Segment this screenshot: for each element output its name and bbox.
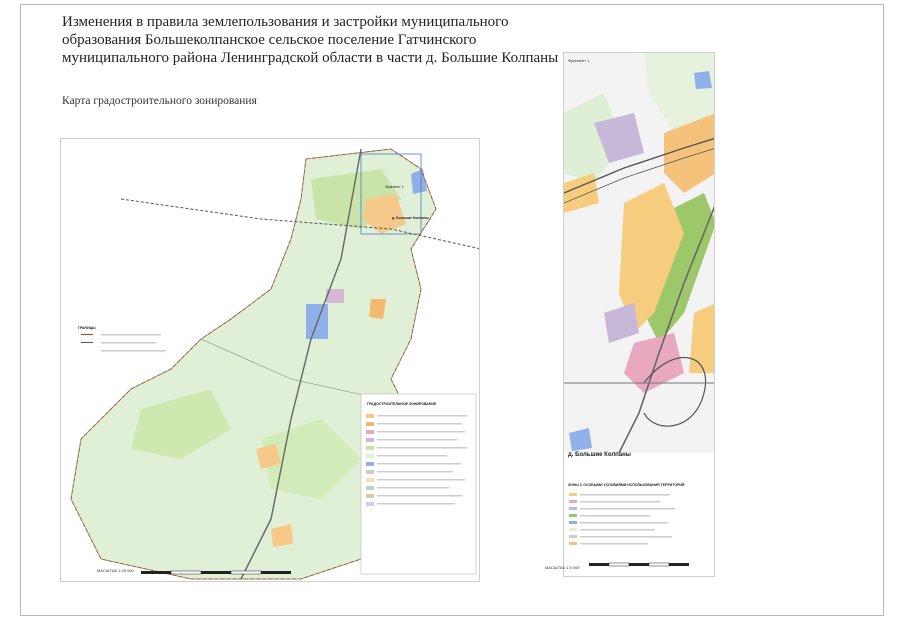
fragment-map-panel[interactable] bbox=[563, 52, 715, 577]
village-label-right: д. Большие Колпаны bbox=[568, 452, 631, 458]
fragment-label-left: Фрагмент 1 bbox=[385, 185, 404, 189]
village-label-left: д. Большие Колпаны bbox=[392, 216, 429, 220]
fragment-map[interactable] bbox=[564, 53, 715, 577]
legend-borders-heading: ГРАНИЦЫ bbox=[78, 326, 96, 330]
scale-bar-right bbox=[589, 563, 689, 566]
overview-map-panel[interactable] bbox=[60, 138, 480, 582]
overview-map[interactable] bbox=[61, 139, 480, 582]
map-subtitle: Карта градостроительного зонирования bbox=[62, 95, 257, 107]
map-title: Изменения в правила землепользования и застройки муниципального образования Большеколпанское сельское поселение Гатчинского муниципального района Ленинградской области в части д. Большие Колпаны bbox=[62, 14, 559, 66]
scale-label-right: МАСШТАБ 1:5 000 bbox=[545, 565, 580, 570]
fragment-label-right: Фрагмент 1 bbox=[568, 58, 590, 63]
scale-label-left: МАСШТАБ 1:25 000 bbox=[97, 568, 134, 573]
borders-legend bbox=[81, 334, 166, 352]
legend-zoning-heading: ГРАДОСТРОИТЕЛЬНОЕ ЗОНИРОВАНИЕ bbox=[367, 402, 437, 406]
scale-bar-left bbox=[141, 571, 291, 574]
legend-box bbox=[361, 394, 476, 574]
legend-heading-right: ЗОНЫ С ОСОБЫМИ УСЛОВИЯМИ ИСПОЛЬЗОВАНИЯ ТЕРРИТОРИЙ bbox=[568, 483, 685, 487]
water-body bbox=[694, 71, 712, 89]
